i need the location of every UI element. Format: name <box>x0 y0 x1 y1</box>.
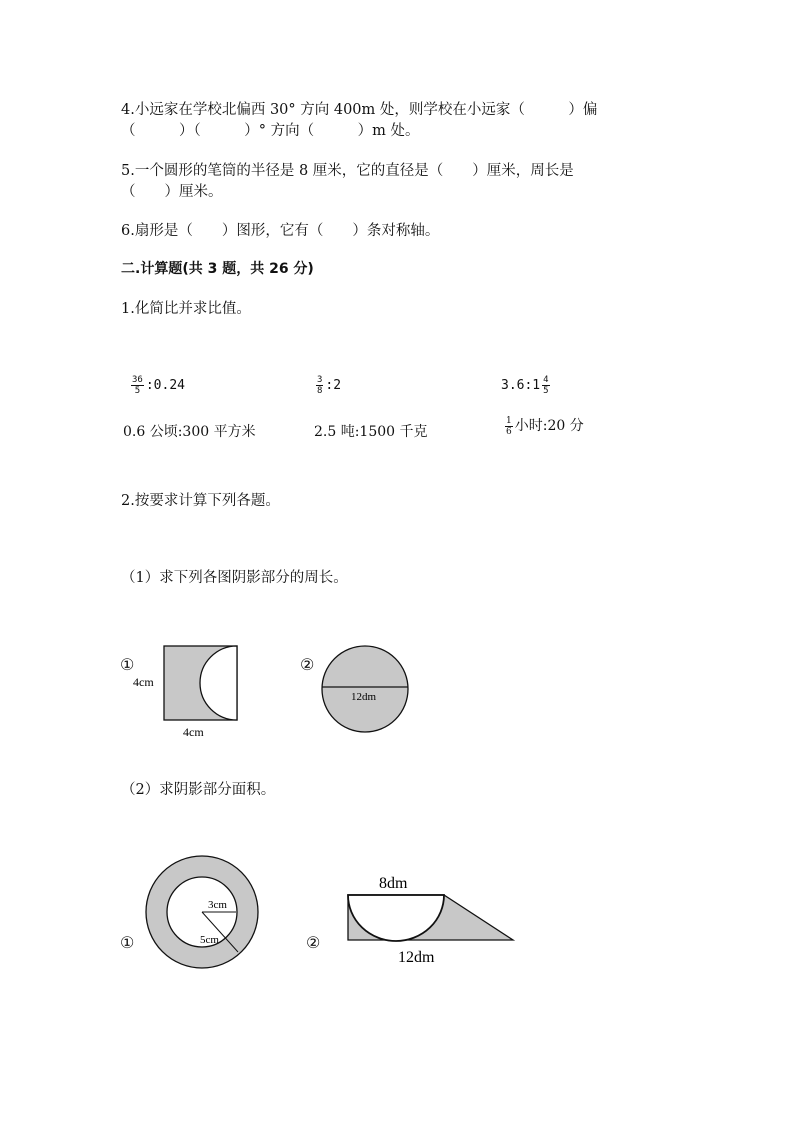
fig4-bottom-label: 12dm <box>398 949 435 966</box>
q4-line2: （ ）（ ）° 方向（ ）m 处。 <box>121 123 420 139</box>
ratio-item-d: 0.6 公顷:300 平方米 <box>123 424 256 440</box>
fraction: $\frac{36}{5}$ <box>132 375 143 396</box>
fig2-marker: ② <box>300 655 315 674</box>
ratio-item-c: 3.6:1 $\frac{4}{5}$ <box>501 375 549 396</box>
c2-part1: （1）求下列各图阴影部分的周长。 <box>121 570 348 586</box>
ratio-item-f: $\frac{1}{6}$ 小时:20 分 <box>506 415 584 437</box>
fig1-square-semicircle <box>130 640 245 740</box>
fig4-marker: ② <box>306 933 321 952</box>
q5-line1: 5.一个圆形的笔筒的半径是 8 厘米，它的直径是（ ）厘米，周长是 <box>121 163 574 179</box>
fraction: $\frac{4}{5}$ <box>543 375 549 396</box>
q4-line1: 4.小远家在学校北偏西 30° 方向 400m 处，则学校在小远家（ ）偏 <box>121 102 598 118</box>
fig2-diameter-label: 12dm <box>351 691 377 703</box>
fig3-marker: ① <box>120 933 135 952</box>
c2-title: 2.按要求计算下列各题。 <box>121 493 280 509</box>
ratio-item-e: 2.5 吨:1500 千克 <box>314 424 428 440</box>
q6-line: 6.扇形是（ ）图形，它有（ ）条对称轴。 <box>121 223 440 239</box>
c2-part2: （2）求阴影部分面积。 <box>121 782 276 798</box>
fig3-ring <box>140 855 262 969</box>
fig2-circle <box>318 642 412 736</box>
fig2-circle-shape <box>322 646 408 732</box>
ratio-item-b: $\frac{3}{8}$ :2 <box>317 375 342 396</box>
c1-title: 1.化简比并求比值。 <box>121 301 251 317</box>
fig4-top-label: 8dm <box>379 875 408 892</box>
ratio-item-a: $\frac{36}{5}$ :0.24 <box>132 375 185 396</box>
fig4-trapezoid <box>330 868 520 972</box>
section-heading: 二.计算题(共 3 题，共 26 分) <box>121 261 314 277</box>
fraction: $\frac{3}{8}$ <box>317 375 323 396</box>
fig1-bottom-label: 4cm <box>183 725 204 739</box>
fig3-outer-label: 5cm <box>200 934 219 946</box>
fig3-inner-label: 3cm <box>208 899 227 911</box>
fraction: $\frac{1}{6}$ <box>506 415 512 437</box>
q5-line2: （ ）厘米。 <box>121 184 223 200</box>
fig1-marker: ① <box>120 655 135 674</box>
fig1-side-label: 4cm <box>133 675 154 689</box>
